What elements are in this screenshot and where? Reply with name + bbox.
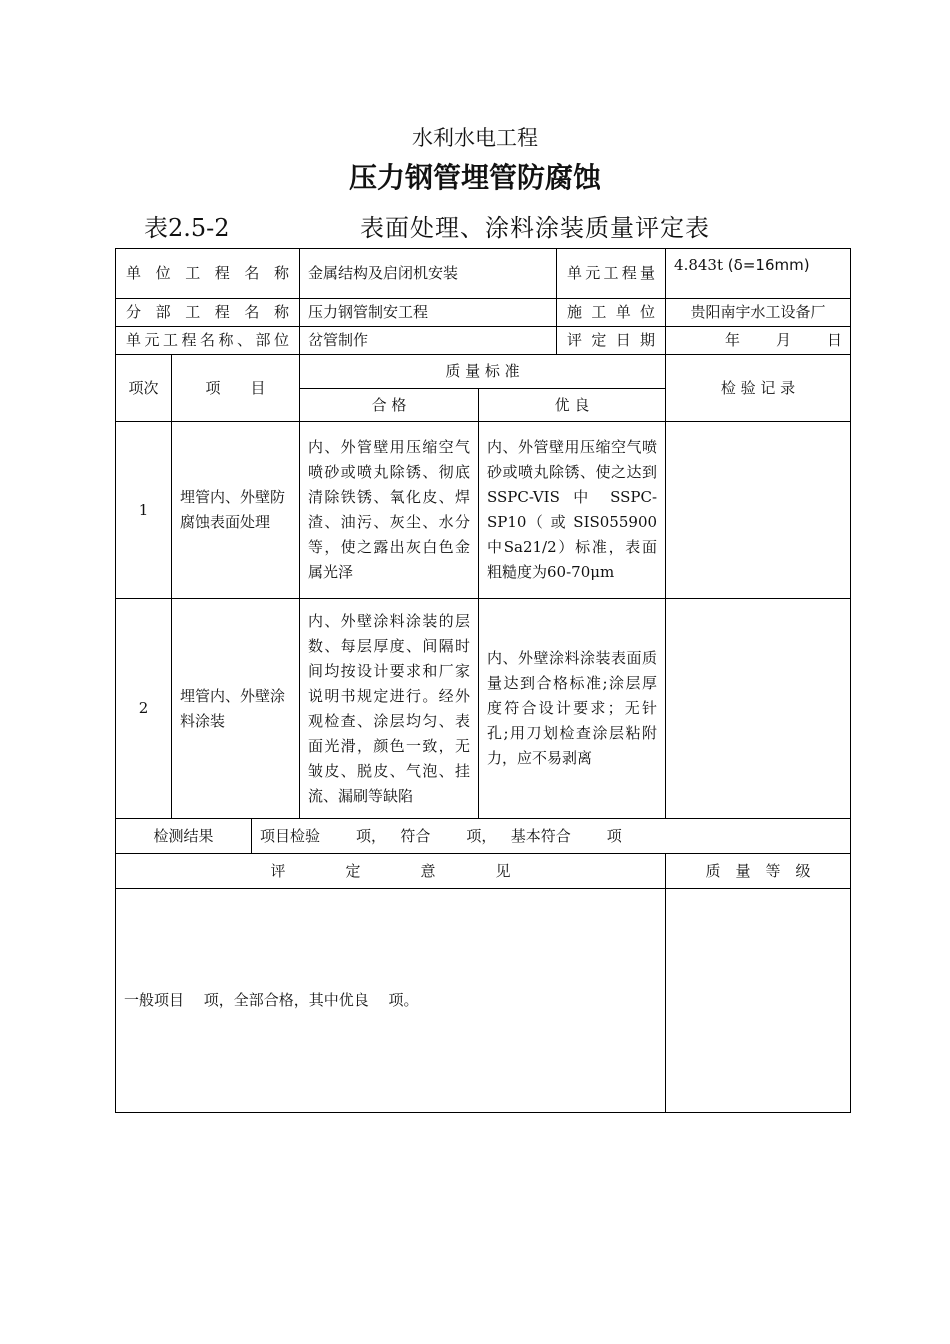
- table-name: 表面处理、涂料涂装质量评定表: [360, 214, 710, 242]
- detection-text-b: 项，: [356, 826, 387, 845]
- unit-project-value: 金属结构及启闭机安装: [300, 249, 557, 299]
- detection-text-e: 基本符合: [510, 826, 571, 845]
- detection-label: 检测结果: [116, 819, 252, 854]
- column-header-record: 检 验 记 录: [666, 355, 851, 422]
- detection-text-a: 项目检验: [260, 826, 321, 845]
- division-label: 分部工程名称: [116, 299, 300, 327]
- evaluation-opinion-header: 评 定 意 见: [116, 854, 666, 889]
- element-name-value: 岔管制作: [300, 327, 557, 355]
- unit-project-label: 单位工程名称: [116, 249, 300, 299]
- detection-text-d: 项，: [466, 826, 497, 845]
- row-2-record: [666, 599, 851, 819]
- row-2-no: 2: [116, 599, 172, 819]
- document-subtitle: 水利水电工程: [412, 126, 538, 150]
- eval-date-cell: [666, 327, 851, 355]
- column-header-qualified: 合 格: [300, 389, 479, 422]
- evaluation-grade-value: [666, 889, 851, 1113]
- column-header-excellent: 优 良: [479, 389, 666, 422]
- document-title: 压力钢管埋管防腐蚀: [348, 161, 601, 194]
- table-number: 表2.5-2: [144, 214, 230, 242]
- column-header-row-1: [116, 355, 851, 389]
- row-2-item: 埋管内、外壁涂料涂装: [172, 599, 300, 819]
- quality-evaluation-table: [115, 248, 851, 1113]
- eval-date-month: 月: [776, 331, 792, 349]
- row-2-qualified: 内、外壁涂料涂装的层数、每层厚度、间隔时间均按设计要求和厂家说明书规定进行。经外观检查、涂层均匀、表面光滑，颜色一致，无皱皮、脱皮、气泡、挂流、漏刷等缺陷: [300, 599, 479, 819]
- row-2-excellent: 内、外壁涂料涂装表面质量达到合格标准;涂层厚度符合设计要求；无针孔;用刀划检查涂层粘附力，应不易剥离: [479, 599, 666, 819]
- info-row-unit-project: [116, 249, 851, 299]
- evaluation-opinion-text: 一般项目 项，全部合格，其中优良 项。: [116, 889, 666, 1113]
- column-header-item: 项 目: [172, 355, 300, 422]
- detection-text: [252, 819, 851, 854]
- table-row: [116, 422, 851, 599]
- eval-date-label: 评定日期: [557, 327, 666, 355]
- row-1-item: 埋管内、外壁防腐蚀表面处理: [172, 422, 300, 599]
- element-quantity-extra: (δ=16mm): [727, 256, 810, 274]
- element-quantity-label: 单元工程量: [557, 249, 666, 299]
- element-quantity-cell: [666, 249, 851, 299]
- row-1-excellent: 内、外管壁用压缩空气喷砂或喷丸除锈、使之达到SSPC-VIS 中 SSPC-SP10（ 或 SIS055900 中Sa21/2）标准，表面粗糙度为60-70μm: [479, 422, 666, 599]
- element-name-label: 单元工程名称、部位: [116, 327, 300, 355]
- detection-row: [116, 819, 851, 854]
- row-1-qualified: 内、外管壁用压缩空气喷砂或喷丸除锈、彻底清除铁锈、氧化皮、焊渣、油污、灰尘、水分等，使之露出灰白色金属光泽: [300, 422, 479, 599]
- division-value: 压力钢管制安工程: [300, 299, 557, 327]
- row-1-no: 1: [116, 422, 172, 599]
- element-quantity-value: 4.843t: [674, 256, 724, 274]
- contractor-value: 贵阳南宇水工设备厂: [666, 299, 851, 327]
- detection-text-f: 项: [606, 826, 622, 845]
- row-1-record: [666, 422, 851, 599]
- detection-text-c: 符合: [400, 826, 431, 845]
- evaluation-header-row: [116, 854, 851, 889]
- eval-date-day: 日: [827, 331, 843, 349]
- column-header-quality-standard: 质 量 标 准: [300, 355, 666, 389]
- contractor-label: 施工单位: [557, 299, 666, 327]
- info-row-element-name: [116, 327, 851, 355]
- eval-date-year: 年: [724, 331, 740, 349]
- info-row-division: [116, 299, 851, 327]
- evaluation-body-row: [116, 889, 851, 1113]
- column-header-no: 项次: [116, 355, 172, 422]
- table-row: [116, 599, 851, 819]
- evaluation-grade-header: 质 量 等 级: [666, 854, 851, 889]
